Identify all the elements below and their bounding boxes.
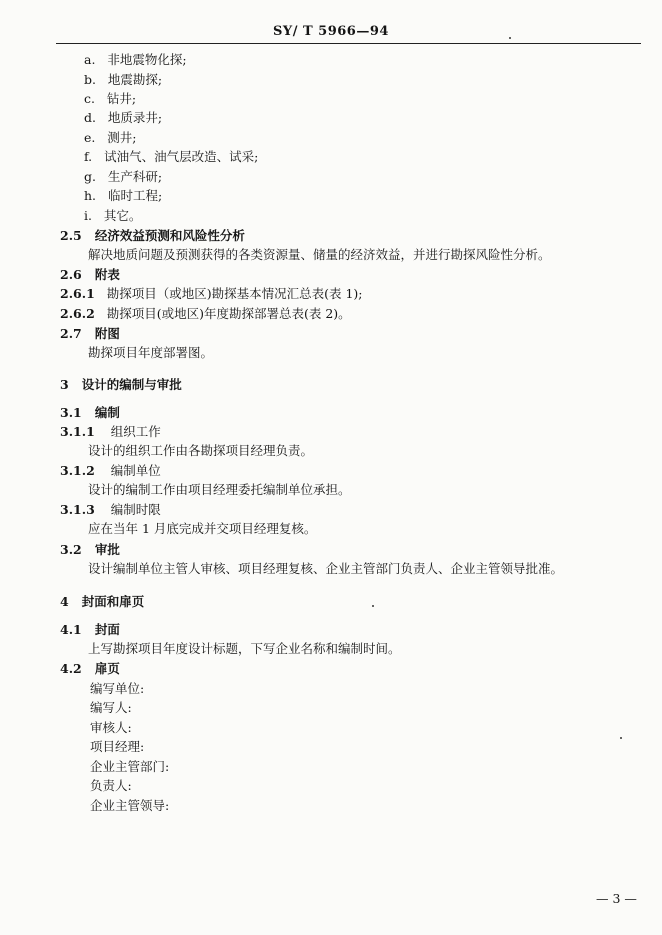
- section-text: 勘探项目（或地区)勘探基本情况汇总表(表 1);: [106, 286, 363, 301]
- list-text: 其它。: [103, 208, 142, 223]
- section-heading-3-2: [60, 542, 120, 558]
- section-heading-2-5: [60, 228, 245, 244]
- list-item: [84, 91, 136, 107]
- section-number: 3: [60, 377, 69, 392]
- section-heading-4-2: [60, 661, 120, 677]
- section-number: 2.5: [60, 228, 82, 243]
- list-item: [84, 110, 162, 126]
- section-body-3-1-3: 应在当年 1 月底完成并交项目经理复核。: [88, 521, 317, 536]
- section-number: 3.1.1: [60, 424, 95, 439]
- list-marker: a.: [84, 52, 96, 67]
- section-title: 设计的编制与审批: [81, 377, 182, 392]
- title-page-field: 审核人:: [90, 720, 132, 735]
- list-text: 试油气、油气层改造、试采;: [104, 149, 259, 164]
- list-text: 钻井;: [106, 91, 137, 106]
- section-number: 3.1: [60, 405, 82, 420]
- list-text: 地震勘探;: [107, 72, 163, 87]
- section-title: 组织工作: [110, 424, 161, 439]
- list-text: 临时工程;: [107, 188, 163, 203]
- section-title: 编制单位: [110, 463, 161, 478]
- section-title: 附图: [94, 326, 120, 341]
- list-text: 地质录井;: [107, 110, 163, 125]
- section-heading-3-1-2: [60, 463, 161, 479]
- list-item: [84, 149, 258, 165]
- list-marker: d.: [84, 110, 96, 125]
- header-rule: [56, 43, 641, 44]
- chapter-heading-4: [60, 594, 144, 610]
- list-marker: g.: [84, 169, 96, 184]
- chapter-heading-3: [60, 377, 182, 393]
- list-marker: i.: [84, 208, 92, 223]
- standard-code-header: SY/ T 5966—94: [273, 24, 389, 39]
- section-title: 封面和扉页: [81, 594, 145, 609]
- scan-speck: [509, 37, 511, 39]
- scan-speck: [620, 737, 622, 739]
- section-number: 2.6.2: [60, 306, 95, 321]
- list-marker: b.: [84, 72, 96, 87]
- list-item: [84, 169, 162, 185]
- section-body-2-5: 解决地质问题及预测获得的各类资源量、储量的经济效益，并进行勘探风险性分析。: [88, 247, 551, 262]
- list-item: [84, 72, 162, 88]
- section-title: 附表: [94, 267, 120, 282]
- list-text: 非地震物化探;: [107, 52, 187, 67]
- section-number: 3.2: [60, 542, 82, 557]
- list-item: [84, 130, 137, 146]
- list-item: [84, 208, 141, 224]
- list-marker: h.: [84, 188, 97, 203]
- section-heading-3-1-3: [60, 502, 161, 518]
- section-number: 4.2: [60, 661, 82, 676]
- section-title: 封面: [94, 622, 120, 637]
- section-heading-3-1-1: [60, 424, 161, 440]
- page-number: — 3 —: [596, 891, 637, 906]
- section-text: 勘探项目(或地区)年度勘探部署总表(表 2)。: [106, 306, 351, 321]
- title-page-field: 编写单位:: [90, 681, 145, 696]
- list-marker: f.: [84, 149, 93, 164]
- section-2-6-2: [60, 306, 351, 322]
- list-item: [84, 52, 187, 68]
- section-heading-4-1: [60, 622, 120, 638]
- section-heading-2-7: [60, 326, 120, 342]
- section-2-6-1: [60, 286, 363, 302]
- title-page-field: 编写人:: [90, 700, 132, 715]
- title-page-field: 企业主管领导:: [90, 798, 170, 813]
- section-body-3-1-1: 设计的组织工作由各勘探项目经理负责。: [88, 443, 314, 458]
- section-title: 扉页: [94, 661, 120, 676]
- section-number: 4: [60, 594, 69, 609]
- scan-speck: [372, 605, 374, 607]
- list-item: [84, 188, 162, 204]
- list-marker: e.: [84, 130, 96, 145]
- section-number: 4.1: [60, 622, 82, 637]
- section-number: 2.6.1: [60, 286, 95, 301]
- section-title: 编制时限: [110, 502, 161, 517]
- section-number: 3.1.2: [60, 463, 95, 478]
- section-body-4-1: 上写勘探项目年度设计标题，下写企业名称和编制时间。: [88, 641, 401, 656]
- list-marker: c.: [84, 91, 95, 106]
- section-body-2-7: 勘探项目年度部署图。: [88, 345, 214, 360]
- title-page-field: 项目经理:: [90, 739, 145, 754]
- section-number: 3.1.3: [60, 502, 95, 517]
- section-heading-3-1: [60, 405, 120, 421]
- section-number: 2.7: [60, 326, 82, 341]
- section-title: 编制: [94, 405, 120, 420]
- title-page-field: 企业主管部门:: [90, 759, 170, 774]
- section-title: 审批: [94, 542, 120, 557]
- section-body-3-2: 设计编制单位主管人审核、项目经理复核、企业主管部门负责人、企业主管领导批准。: [88, 561, 564, 576]
- section-body-3-1-2: 设计的编制工作由项目经理委托编制单位承担。: [88, 482, 351, 497]
- list-text: 测井;: [107, 130, 137, 145]
- section-number: 2.6: [60, 267, 82, 282]
- list-text: 生产科研;: [107, 169, 163, 184]
- title-page-field: 负责人:: [90, 778, 132, 793]
- section-title: 经济效益预测和风险性分析: [94, 228, 245, 243]
- section-heading-2-6: [60, 267, 120, 283]
